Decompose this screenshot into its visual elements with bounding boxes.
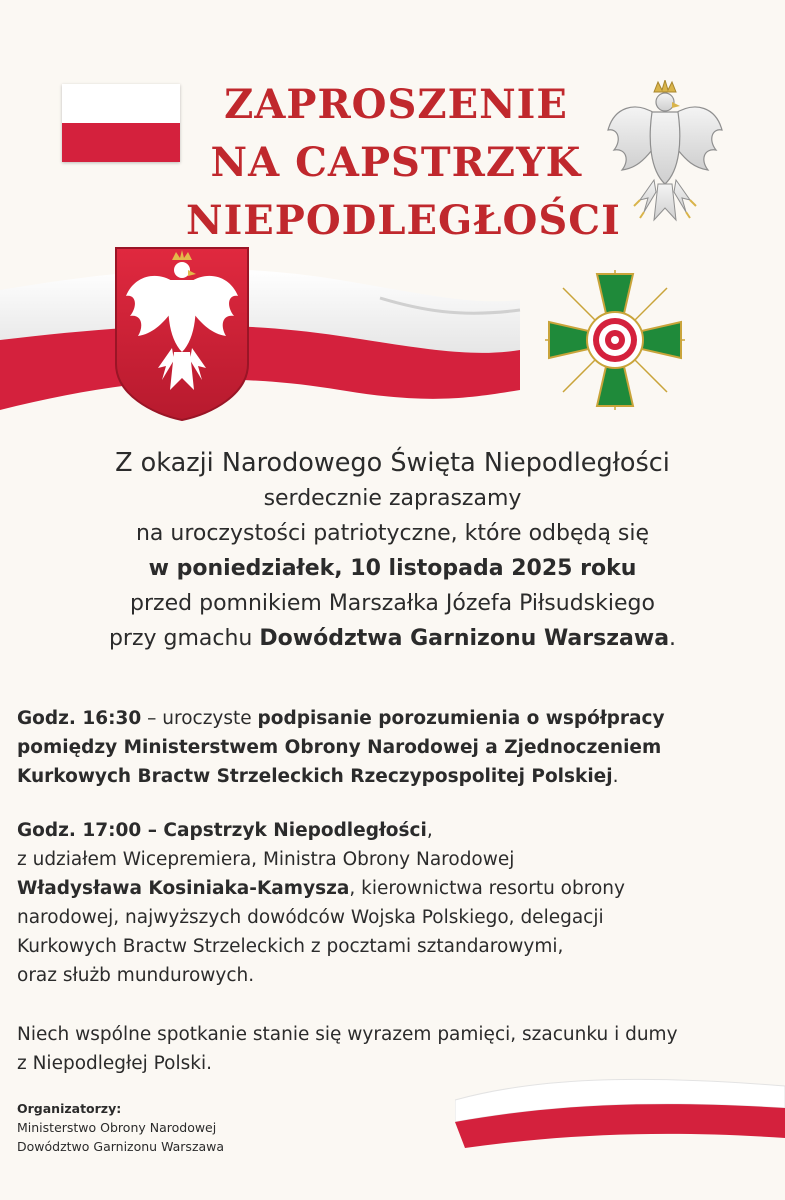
organizers <box>17 1099 224 1156</box>
intro-line-3: na uroczystości patriotyczne, które odbędą się <box>135 521 650 546</box>
marksman-cross-badge-icon <box>535 260 695 420</box>
intro-text <box>0 445 785 656</box>
minister-name: Władysława Kosiniaka-Kamysza <box>17 878 350 899</box>
event-capstrzyk-time: Godz. 17:00 – Capstrzyk Niepodległości <box>17 820 427 841</box>
coat-of-arms-icon <box>112 244 252 424</box>
intro-line-2: serdecznie zapraszamy <box>263 486 522 511</box>
event-capstrzyk: Godz. 17:00 – Capstrzyk Niepodległości, z udziałem Wicepremiera, Ministra Obrony Narodowej Władysława Kosiniaka-Kamysza, kierownictwa resortu obrony narodowej, najwyższych dowódców Wojska Polskiego, delegacji Kurkowych Bractw Strzeleckich z pocztami sztandarowymi, oraz służb mundurowych. <box>17 820 625 986</box>
organizer-item: Ministerstwo Obrony Narodowej <box>17 1120 217 1135</box>
white-eagle-icon <box>604 80 726 230</box>
venue-name: Dowództwa Garnizonu Warszawa <box>259 626 670 651</box>
flag-ribbon-icon <box>455 1060 785 1150</box>
organizers-heading: Organizatorzy: <box>17 1101 122 1116</box>
intro-line-5: przed pomnikiem Marszałka Józefa Piłsudskiego <box>130 591 655 616</box>
title-line-2: NA CAPSTRZYK <box>210 139 582 186</box>
title-line-3: NIEPODLEGŁOŚCI <box>186 197 621 244</box>
event-signing: Godz. 16:30 – uroczyste podpisanie porozumienia o współpracy pomiędzy Ministerstwem Obrony Narodowej a Zjednoczeniem Kurkowych Bractw Strzeleckich Rzeczypospolitej Polskiej. <box>17 708 665 787</box>
intro-line-6: przy gmachu Dowództwa Garnizonu Warszawa. <box>108 626 677 651</box>
page-title <box>186 76 621 250</box>
event-signing-time: Godz. 16:30 <box>17 708 142 729</box>
polish-flag-icon <box>62 84 180 162</box>
intro-line-1: Z okazji Narodowego Święta Niepodległości <box>115 448 670 478</box>
title-line-1: ZAPROSZENIE <box>224 81 568 128</box>
organizer-item: Dowództwo Garnizonu Warszawa <box>17 1139 225 1154</box>
closing-text: Niech wspólne spotkanie stanie się wyrazem pamięci, szacunku i dumy z Niepodległej Polski. <box>17 1024 678 1074</box>
event-date: w poniedziałek, 10 listopada 2025 roku <box>148 556 637 581</box>
